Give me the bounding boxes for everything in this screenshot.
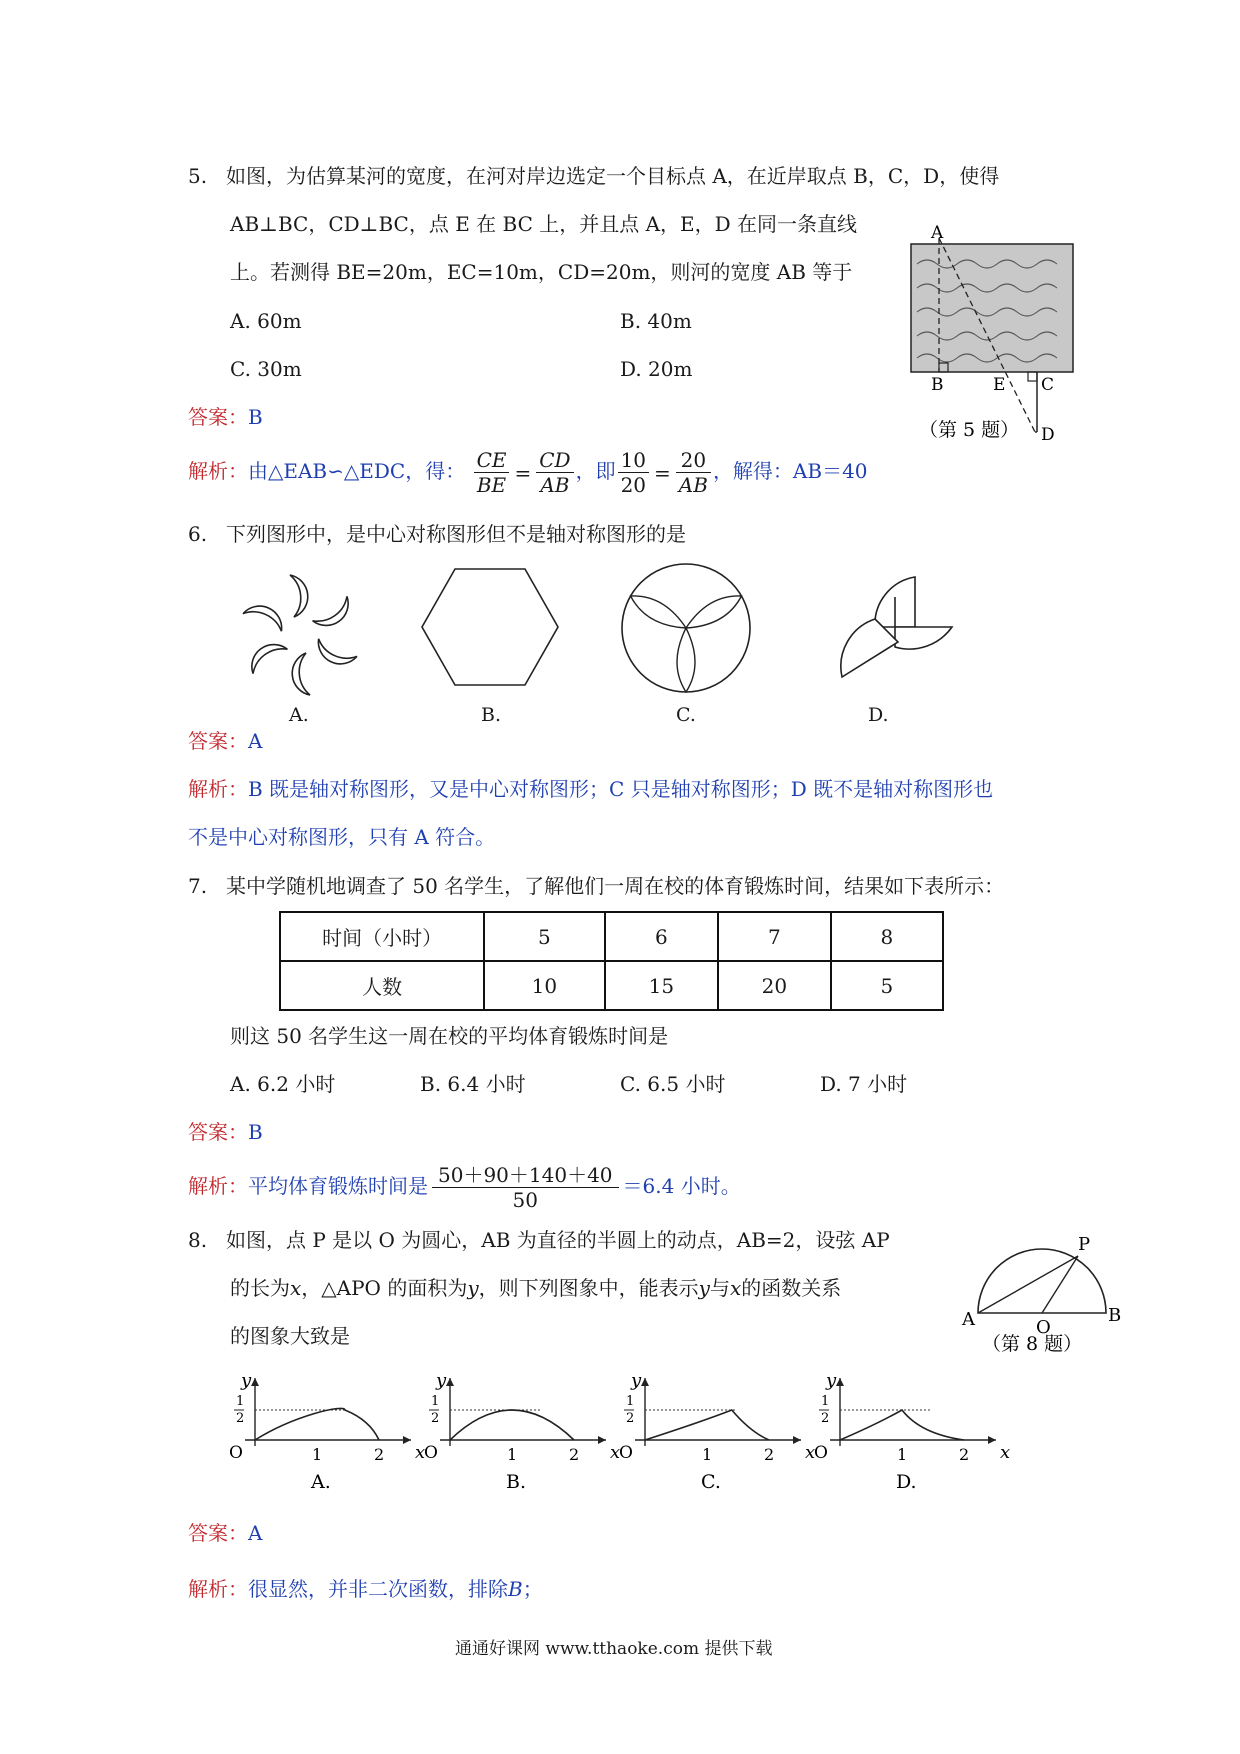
q8-answer [188,1520,262,1546]
q8-text-2a: 的长为 [230,1276,290,1300]
q8-text-2d: 与 [709,1276,730,1300]
table-cell: 20 [718,961,831,1010]
q5-fraction-20-ab [676,448,711,497]
q5-frac4-num: 20 [676,448,711,473]
q5-option-c: C. 30m [230,357,302,381]
q8-semicircle-figure [948,1225,1123,1353]
table-cell: 5 [831,961,943,1010]
q5-frac3-den: 20 [620,473,647,497]
tick-1-label: 1 [897,1445,908,1464]
q8-var-x2: x [729,1276,742,1300]
q7-followup: 则这 50 名学生这一周在校的平均体育锻炼时间是 [230,1024,669,1048]
label-c: C [1041,375,1055,395]
label-a: A [931,223,944,243]
q8-analysis [188,1576,543,1602]
tick-2-label: 2 [569,1445,580,1464]
function-curve [450,1410,574,1440]
q5-analysis-pre: 由△EAB∽△EDC，得： [248,459,466,483]
q7-frac-num: 50＋90＋140＋40 [432,1163,619,1188]
q7-answer-label: 答案： [188,1120,248,1144]
q8-var-y: y [467,1276,479,1300]
origin-label: O [619,1443,633,1463]
x-axis-label: x [1000,1442,1011,1463]
q5-number: 5. [188,164,208,188]
q5-river-figure [905,222,1085,452]
q7-analysis [188,1158,741,1214]
q7-table [279,911,944,1011]
q5-fraction-ce-be [474,448,510,497]
q7-option-c: C. 6.5 小时 [620,1072,726,1096]
y-axis-arrow [641,1378,649,1386]
y-axis-arrow [251,1378,259,1386]
q6-answer [188,728,262,754]
semicircle [978,1249,1106,1313]
q8-text-1: 如图，点 P 是以 O 为圆心，AB 为直径的半圆上的动点，AB=2，设弦 AP [226,1228,890,1252]
page-footer: 通通好课网 www.tthaoke.com 提供下载 [455,1639,773,1659]
q7-frac-den: 50 [512,1188,538,1212]
graph-option-label: D. [896,1471,917,1493]
tick-1-label: 1 [702,1445,713,1464]
y-axis-arrow [836,1378,844,1386]
q5-answer [188,404,263,430]
q7-question [188,873,1004,899]
y-axis-label: y [241,1370,252,1391]
q6-number: 6. [188,522,208,546]
table-row [280,912,943,961]
q7-number: 7. [188,874,208,898]
q6-shape-d [820,555,960,700]
q7-text: 某中学随机地调查了 50 名学生，了解他们一周在校的体育锻炼时间，结果如下表所示： [226,874,1005,898]
x-axis-label: x [805,1442,816,1463]
q5-option-d: D. 20m [620,357,693,381]
graph-option-label: A. [311,1471,331,1493]
q8-answer-label: 答案： [188,1521,248,1545]
q8-var-y2: y [698,1276,710,1300]
q6-shape-a [225,560,375,710]
q6-analysis-label: 解析： [188,777,248,801]
q5-frac1-den: BE [476,473,507,497]
tick-half-numerator: 1 [821,1394,830,1409]
q5-option-b: B. 40m [620,309,692,333]
q7-answer-value: B [248,1120,263,1144]
q8-number: 8. [188,1228,208,1252]
q6-label-b: B. [481,704,502,726]
q5-line1 [188,163,999,189]
q6-label-c: C. [676,704,696,726]
q8-analysis-pre: 很显然，并非二次函数，排除 [248,1577,508,1601]
table-cell: 7 [718,912,831,961]
x-axis-arrow [403,1436,411,1444]
table-row [280,961,943,1010]
table-cell: 时间（小时） [280,912,484,961]
origin-label: O [229,1443,243,1463]
tick-half-numerator: 1 [236,1394,245,1409]
table-cell: 5 [484,912,604,961]
table-cell: 6 [605,912,719,961]
q5-line2: AB⊥BC，CD⊥BC，点 E 在 BC 上，并且点 A，E，D 在同一条直线 [230,212,858,236]
q8-line1 [188,1227,890,1253]
x-axis-label: x [610,1442,621,1463]
q6-analysis-text1: B 既是轴对称图形，又是中心对称图形；C 只是轴对称图形；D 既不是轴对称图形也 [248,777,994,801]
tick-half-denominator: 2 [431,1411,440,1426]
q5-text-1: 如图，为估算某河的宽度，在河对岸边选定一个目标点 A，在近岸取点 B，C，D，使得 [226,164,1000,188]
x-axis-arrow [598,1436,606,1444]
right-angle-c [1028,372,1037,381]
q6-shape-b [420,565,560,690]
q8-analysis-var: B [508,1577,523,1601]
q8-line2 [230,1275,841,1301]
tick-half-denominator: 2 [821,1411,830,1426]
q8-analysis-post: ； [522,1577,543,1601]
label-p: P [1078,1234,1091,1255]
label-o: O [1036,1317,1051,1338]
q5-answer-value: B [248,405,263,429]
tick-half-numerator: 1 [626,1394,635,1409]
x-axis-arrow [988,1436,996,1444]
q6-label-d: D. [868,704,889,726]
q6-label-a: A. [289,704,309,726]
function-curve [840,1410,964,1440]
tick-2-label: 2 [959,1445,970,1464]
q8-line3: 的图象大致是 [230,1324,350,1348]
x-axis-label: x [415,1442,426,1463]
origin-label: O [424,1443,438,1463]
tick-half-denominator: 2 [626,1411,635,1426]
table-cell: 8 [831,912,943,961]
table-cell: 10 [484,961,604,1010]
q7-fraction [432,1163,619,1212]
tick-half-denominator: 2 [236,1411,245,1426]
q5-fraction-cd-ab [536,448,573,497]
x-axis-arrow [793,1436,801,1444]
q5-analysis-post: ，解得：AB＝40 [712,459,868,483]
y-axis-arrow [446,1378,454,1386]
q7-option-b: B. 6.4 小时 [420,1072,526,1096]
q5-line3: 上。若测得 BE=20m，EC=10m，CD=20m，则河的宽度 AB 等于 [230,260,853,284]
q8-text-2b: ，△APO 的面积为 [301,1276,468,1300]
q5-analysis: 解析：由△EAB∽△EDC，得： $\frac{CE}{BE}$ = $\frac{CD}{AB}$ ，即 $\frac{10}{20}$ = $\frac{20}{AB}$ ，解得：AB＝40 [188,448,868,497]
q5-fraction-10-20 [618,448,649,497]
q5-answer-label: 答案： [188,405,248,429]
q6-analysis-line2: 不是中心对称图形，只有 A 符合。 [188,825,496,849]
graph-option-label: B. [506,1471,527,1493]
q8-var-x: x [290,1276,302,1300]
y-axis-label: y [826,1370,837,1391]
graph-option-label: C. [701,1471,721,1493]
q5-frac2-den: AB [540,473,570,497]
q8-answer-graphs [225,1365,1015,1515]
label-d: D [1041,425,1055,445]
tick-1-label: 1 [312,1445,323,1464]
function-curve [645,1410,769,1440]
q7-analysis-post: ＝6.4 小时。 [622,1174,741,1198]
q6-text: 下列图形中，是中心对称图形但不是轴对称图形的是 [226,522,686,546]
q7-analysis-label: 解析： [188,1174,248,1198]
q6-answer-value: A [248,729,263,753]
y-axis-label: y [631,1370,642,1391]
table-cell: 15 [605,961,719,1010]
label-a: A [962,1309,975,1330]
table-cell: 人数 [280,961,484,1010]
q5-frac3-num: 10 [618,448,649,473]
tick-2-label: 2 [374,1445,385,1464]
origin-label: O [814,1443,828,1463]
y-axis-label: y [436,1370,447,1391]
q7-option-a: A. 6.2 小时 [230,1072,336,1096]
q6-answer-label: 答案： [188,729,248,753]
label-b: B [931,375,944,395]
q5-frac4-den: AB [678,473,708,497]
q5-figure-caption: （第 5 题） [919,419,1020,441]
q6-analysis-line1 [188,776,993,802]
q8-text-2e: 的函数关系 [741,1276,842,1300]
q5-analysis-mid: ，即 [575,459,616,483]
q6-question [188,521,686,547]
q5-option-a: A. 60m [230,309,302,333]
q8-analysis-label: 解析： [188,1577,248,1601]
q8-answer-value: A [248,1521,263,1545]
label-b: B [1108,1305,1122,1326]
label-e: E [993,375,1006,395]
function-curve [255,1408,379,1440]
q7-analysis-pre: 平均体育锻炼时间是 [248,1174,428,1198]
q5-analysis-label: 解析： [188,459,248,483]
tick-half-numerator: 1 [431,1394,440,1409]
tick-1-label: 1 [507,1445,518,1464]
q5-frac2-num: CD [536,448,573,473]
q6-shape-c [618,560,754,696]
q7-answer [188,1119,263,1145]
q7-option-d: D. 7 小时 [820,1072,908,1096]
q5-frac1-num: CE [474,448,510,473]
q8-figure-caption: （第 8 题） [982,1333,1083,1353]
q8-text-2c: ，则下列图象中，能表示 [478,1276,699,1300]
tick-2-label: 2 [764,1445,775,1464]
